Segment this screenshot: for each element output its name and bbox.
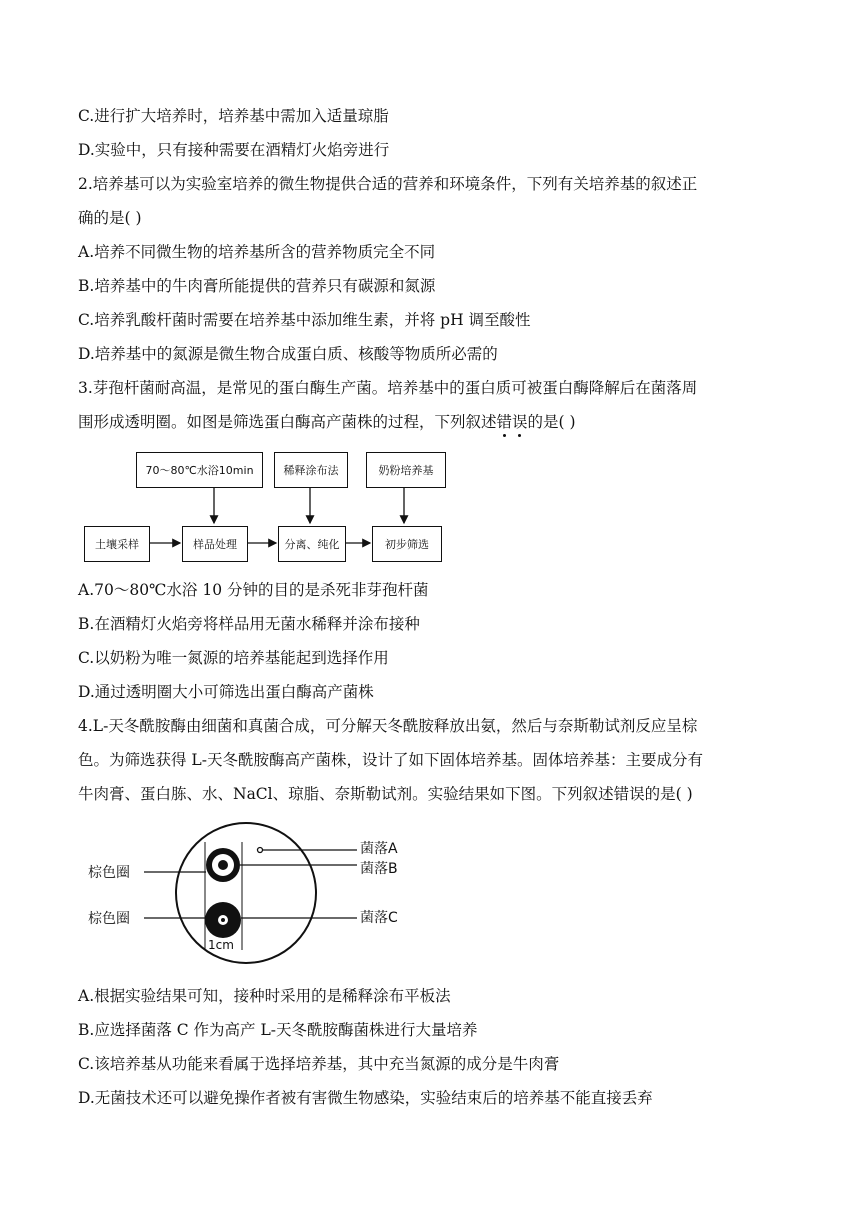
q2-option-c: C.培养乳酸杆菌时需要在培养基中添加维生素，并将 pH 调至酸性 — [78, 311, 531, 329]
flow-box-water-bath: 70～80℃水浴10min — [136, 452, 263, 488]
flow-box-initial-screening: 初步筛选 — [372, 526, 442, 562]
emphasis-char: 误 — [512, 413, 528, 431]
colony-a-label: 菌落A — [360, 841, 398, 857]
q3-stem-line2 — [78, 412, 576, 432]
flow-box-soil-sampling: 土壤采样 — [84, 526, 150, 562]
q2-option-a: A.培养不同微生物的培养基所含的营养物质完全不同 — [78, 243, 436, 261]
q3-option-c: C.以奶粉为唯一氮源的培养基能起到选择作用 — [78, 649, 389, 667]
flow-box-milk-medium: 奶粉培养基 — [366, 452, 446, 488]
q4-stem-line2: 色。为筛选获得 L-天冬酰胺酶高产菌株，设计了如下固体培养基。固体培养基：主要成分有 — [78, 751, 703, 769]
q3-stem-text: 围形成透明圈。如图是筛选蛋白酶高产菌株的过程，下列叙述 — [78, 413, 497, 431]
q2-option-d: D.培养基中的氮源是微生物合成蛋白质、核酸等物质所必需的 — [78, 345, 498, 363]
q4-option-c: C.该培养基从功能来看属于选择培养基，其中充当氮源的成分是牛肉膏 — [78, 1055, 560, 1073]
q4-option-b: B.应选择菌落 C 作为高产 L-天冬酰胺酶菌株进行大量培养 — [78, 1021, 478, 1039]
q1-option-c: C.进行扩大培养时，培养基中需加入适量琼脂 — [78, 107, 389, 125]
flow-box-sample-processing: 样品处理 — [182, 526, 248, 562]
q2-stem-line2: 确的是( ) — [78, 209, 142, 227]
brown-ring-label: 棕色圈 — [88, 865, 130, 881]
q2-option-b: B.培养基中的牛肉膏所能提供的营养只有碳源和氮源 — [78, 277, 436, 295]
screening-flow-diagram — [82, 446, 452, 566]
flow-box-dilution-method: 稀释涂布法 — [274, 452, 348, 488]
q3-stem-line1: 3.芽孢杆菌耐高温，是常见的蛋白酶生产菌。培养基中的蛋白质可被蛋白酶降解后在菌落周 — [78, 379, 698, 397]
q3-option-b: B.在酒精灯火焰旁将样品用无菌水稀释并涂布接种 — [78, 615, 420, 633]
q3-stem-end: 的是( ) — [527, 413, 576, 431]
colony-b-label: 菌落B — [360, 861, 398, 877]
q4-option-d: D.无菌技术还可以避免操作者被有害微生物感染，实验结束后的培养基不能直接丢弃 — [78, 1089, 653, 1107]
q3-option-a: A.70～80℃水浴 10 分钟的目的是杀死非芽孢杆菌 — [78, 581, 429, 599]
scale-label: 1cm — [208, 938, 234, 952]
flow-box-isolation: 分离、纯化 — [278, 526, 346, 562]
brown-ring-label: 棕色圈 — [88, 911, 130, 927]
emphasis-char: 错 — [497, 413, 513, 431]
q3-option-d: D.通过透明圈大小可筛选出蛋白酶高产菌株 — [78, 683, 374, 701]
q1-option-d: D.实验中，只有接种需要在酒精灯火焰旁进行 — [78, 141, 390, 159]
colony-c-label: 菌落C — [360, 910, 398, 926]
q4-stem-line3: 牛肉膏、蛋白胨、水、NaCl、琼脂、奈斯勒试剂。实验结果如下图。下列叙述错误的是( ) — [78, 785, 693, 803]
culture-plate-diagram — [82, 820, 442, 970]
q4-option-a: A.根据实验结果可知，接种时采用的是稀释涂布平板法 — [78, 987, 451, 1005]
q2-stem-line1: 2.培养基可以为实验室培养的微生物提供合适的营养和环境条件，下列有关培养基的叙述正 — [78, 175, 698, 193]
q4-stem-line1: 4.L-天冬酰胺酶由细菌和真菌合成，可分解天冬酰胺释放出氨，然后与奈斯勒试剂反应呈棕 — [78, 717, 698, 735]
